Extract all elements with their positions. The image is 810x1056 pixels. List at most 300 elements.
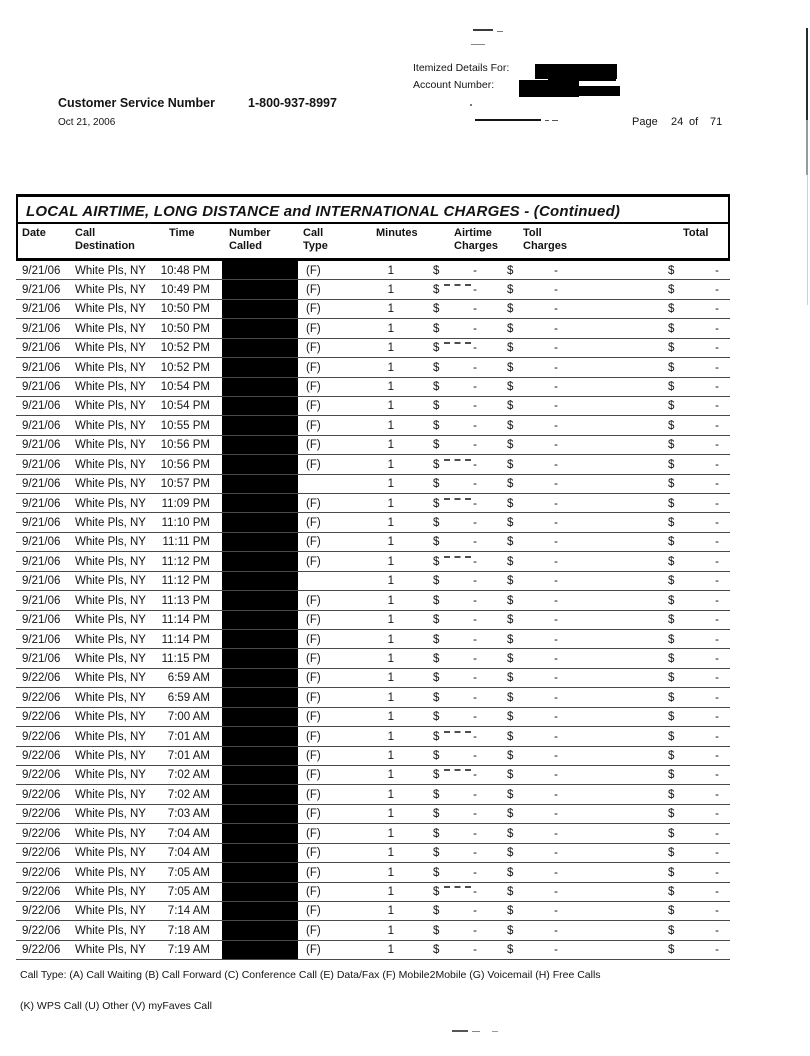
total-currency: $ — [668, 497, 675, 510]
toll-currency: $ — [507, 555, 514, 568]
column-header-call-type — [303, 227, 328, 252]
airtime-currency: $ — [433, 439, 440, 452]
airtime-amount: - — [473, 652, 477, 665]
call-date: 9/21/06 — [22, 264, 61, 277]
call-destination: White Pls, NY — [75, 847, 146, 860]
call-destination: White Pls, NY — [75, 575, 146, 588]
call-type: (F) — [306, 497, 321, 510]
total-amount: - — [715, 711, 719, 724]
of-label: of — [689, 116, 699, 128]
total-amount: - — [715, 594, 719, 607]
table-row — [16, 533, 730, 552]
toll-currency: $ — [507, 944, 514, 957]
call-type: (F) — [306, 886, 321, 898]
table-row — [16, 805, 730, 824]
page-number: 24 — [671, 116, 684, 128]
call-time: 11:15 PM — [161, 652, 210, 665]
table-row — [16, 883, 730, 902]
airtime-currency: $ — [433, 847, 440, 860]
total-amount: - — [715, 419, 719, 432]
redacted-account-number — [519, 80, 579, 97]
call-date: 9/21/06 — [22, 516, 61, 529]
airtime-amount: - — [473, 924, 477, 937]
call-destination: White Pls, NY — [75, 730, 146, 743]
call-time: 7:02 AM — [167, 788, 210, 801]
call-date: 9/22/06 — [22, 788, 61, 801]
call-type: (F) — [306, 439, 321, 452]
call-date: 9/21/06 — [22, 419, 61, 432]
call-minutes: 1 — [387, 730, 394, 743]
call-date: 9/22/06 — [22, 750, 61, 763]
airtime-currency: $ — [433, 866, 440, 879]
airtime-amount: - — [473, 594, 477, 607]
call-destination: White Pls, NY — [75, 905, 146, 918]
call-destination: White Pls, NY — [75, 652, 146, 665]
toll-amount: - — [554, 711, 558, 724]
airtime-currency: $ — [433, 730, 440, 743]
column-header-minutes — [376, 227, 418, 240]
call-type: (F) — [306, 633, 321, 646]
total-currency: $ — [668, 944, 675, 957]
total-amount: - — [715, 555, 719, 568]
total-currency: $ — [668, 439, 675, 452]
call-time: 7:18 AM — [167, 924, 210, 937]
total-amount: - — [715, 788, 719, 801]
total-currency: $ — [668, 264, 675, 277]
call-date: 9/22/06 — [22, 691, 61, 704]
call-destination: White Pls, NY — [75, 439, 146, 452]
column-header-text: Destination — [75, 239, 135, 252]
column-header-toll-charges — [523, 227, 567, 252]
call-date: 9/22/06 — [22, 769, 61, 782]
scan-artifact — [444, 886, 471, 888]
toll-currency: $ — [507, 342, 514, 355]
table-row — [16, 416, 730, 435]
total-amount: - — [715, 691, 719, 704]
table-title: LOCAL AIRTIME, LONG DISTANCE and INTERNATIONAL CHARGES - (Continued) — [18, 197, 728, 224]
total-currency: $ — [668, 672, 675, 685]
scan-artifact — [444, 459, 471, 461]
table-row — [16, 708, 730, 727]
toll-currency: $ — [507, 264, 514, 277]
total-currency: $ — [668, 381, 675, 394]
call-type: (F) — [306, 827, 321, 840]
airtime-currency: $ — [433, 516, 440, 529]
call-minutes: 1 — [387, 516, 394, 529]
total-currency: $ — [668, 691, 675, 704]
call-minutes: 1 — [387, 614, 394, 627]
table-row — [16, 455, 730, 474]
airtime-amount: - — [473, 536, 477, 549]
airtime-amount: - — [473, 497, 477, 510]
table-row — [16, 261, 730, 280]
toll-amount: - — [554, 458, 558, 471]
toll-currency: $ — [507, 594, 514, 607]
airtime-amount: - — [473, 691, 477, 704]
table-row — [16, 921, 730, 940]
call-time: 10:48 PM — [160, 264, 210, 277]
column-header-time — [169, 227, 194, 240]
column-header-text: Call — [75, 227, 96, 239]
call-date: 9/22/06 — [22, 866, 61, 879]
airtime-currency: $ — [433, 283, 440, 296]
toll-currency: $ — [507, 283, 514, 296]
airtime-amount: - — [473, 827, 477, 840]
call-type: (F) — [306, 672, 321, 685]
call-time: 6:59 AM — [167, 672, 210, 685]
airtime-amount: - — [473, 672, 477, 685]
call-time: 11:13 PM — [161, 594, 210, 607]
toll-amount: - — [554, 944, 558, 957]
column-header-total — [683, 227, 708, 240]
column-header-row — [18, 224, 728, 257]
scan-artifact — [444, 556, 471, 558]
scan-artifact — [806, 120, 808, 175]
call-destination: White Pls, NY — [75, 691, 146, 704]
call-minutes: 1 — [387, 944, 394, 957]
airtime-currency: $ — [433, 672, 440, 685]
airtime-currency: $ — [433, 419, 440, 432]
toll-amount: - — [554, 924, 558, 937]
scan-artifact — [492, 1031, 498, 1032]
call-minutes: 1 — [387, 303, 394, 316]
call-destination: White Pls, NY — [75, 711, 146, 724]
call-time: 7:02 AM — [167, 769, 210, 782]
column-header-text: Minutes — [376, 227, 418, 239]
total-amount: - — [715, 633, 719, 646]
call-type: (F) — [306, 866, 321, 879]
airtime-amount: - — [473, 788, 477, 801]
table-row — [16, 339, 730, 358]
call-time: 7:03 AM — [167, 808, 210, 821]
total-currency: $ — [668, 905, 675, 918]
call-date: 9/21/06 — [22, 536, 61, 549]
airtime-currency: $ — [433, 924, 440, 937]
toll-currency: $ — [507, 381, 514, 394]
call-date: 9/21/06 — [22, 303, 61, 316]
call-date: 9/22/06 — [22, 944, 61, 957]
total-currency: $ — [668, 633, 675, 646]
airtime-amount: - — [473, 555, 477, 568]
table-row — [16, 863, 730, 882]
call-destination: White Pls, NY — [75, 594, 146, 607]
call-date: 9/22/06 — [22, 924, 61, 937]
call-destination: White Pls, NY — [75, 633, 146, 646]
call-type: (F) — [306, 516, 321, 529]
table-row — [16, 669, 730, 688]
total-amount: - — [715, 672, 719, 685]
airtime-amount: - — [473, 575, 477, 588]
airtime-currency: $ — [433, 614, 440, 627]
total-amount: - — [715, 769, 719, 782]
call-type: (F) — [306, 711, 321, 724]
call-type: (F) — [306, 905, 321, 918]
call-type: (F) — [306, 536, 321, 549]
scan-artifact — [452, 1030, 468, 1032]
call-minutes: 1 — [387, 711, 394, 724]
airtime-currency: $ — [433, 342, 440, 355]
call-date: 9/22/06 — [22, 847, 61, 860]
scan-artifact — [552, 120, 558, 121]
call-type: (F) — [306, 594, 321, 607]
customer-service-number: 1-800-937-8997 — [248, 96, 337, 110]
call-destination: White Pls, NY — [75, 342, 146, 355]
call-type: (F) — [306, 381, 321, 394]
call-date: 9/21/06 — [22, 400, 61, 413]
call-type: (F) — [306, 924, 321, 937]
call-minutes: 1 — [387, 594, 394, 607]
total-amount: - — [715, 652, 719, 665]
column-header-call-destination — [75, 227, 135, 252]
call-time: 7:01 AM — [167, 730, 210, 743]
total-amount: - — [715, 303, 719, 316]
call-date: 9/21/06 — [22, 342, 61, 355]
call-destination: White Pls, NY — [75, 924, 146, 937]
toll-amount: - — [554, 769, 558, 782]
call-minutes: 1 — [387, 361, 394, 374]
total-currency: $ — [668, 322, 675, 335]
toll-amount: - — [554, 536, 558, 549]
toll-currency: $ — [507, 575, 514, 588]
column-header-text: Total — [683, 227, 709, 239]
airtime-amount: - — [473, 478, 477, 491]
call-date: 9/21/06 — [22, 478, 61, 491]
airtime-currency: $ — [433, 808, 440, 821]
column-header-text: Toll — [523, 227, 542, 239]
toll-amount: - — [554, 614, 558, 627]
call-type: (F) — [306, 361, 321, 374]
toll-amount: - — [554, 633, 558, 646]
call-minutes: 1 — [387, 419, 394, 432]
call-minutes: 1 — [387, 769, 394, 782]
total-currency: $ — [668, 866, 675, 879]
column-header-text: Called — [229, 239, 263, 252]
call-minutes: 1 — [387, 381, 394, 394]
toll-amount: - — [554, 594, 558, 607]
call-minutes: 1 — [387, 847, 394, 860]
total-currency: $ — [668, 303, 675, 316]
toll-amount: - — [554, 866, 558, 879]
airtime-currency: $ — [433, 575, 440, 588]
call-destination: White Pls, NY — [75, 944, 146, 957]
call-destination: White Pls, NY — [75, 458, 146, 471]
toll-amount: - — [554, 672, 558, 685]
column-header-airtime-charges — [454, 227, 498, 252]
toll-amount: - — [554, 381, 558, 394]
scan-artifact — [807, 175, 808, 305]
total-currency: $ — [668, 808, 675, 821]
total-amount: - — [715, 924, 719, 937]
page-label: Page — [632, 116, 658, 128]
total-amount: - — [715, 478, 719, 491]
call-destination: White Pls, NY — [75, 303, 146, 316]
total-amount: - — [715, 575, 719, 588]
call-type-legend-line-1: Call Type: (A) Call Waiting (B) Call Forward (C) Conference Call (E) Data/Fax (F) Mobile2Mobile (G) Voicemail (H) Free Calls — [20, 969, 601, 981]
airtime-amount: - — [473, 322, 477, 335]
total-currency: $ — [668, 730, 675, 743]
call-time: 7:05 AM — [167, 886, 210, 898]
call-time: 11:12 PM — [161, 555, 210, 568]
total-amount: - — [715, 750, 719, 763]
airtime-amount: - — [473, 400, 477, 413]
airtime-currency: $ — [433, 905, 440, 918]
total-amount: - — [715, 730, 719, 743]
airtime-amount: - — [473, 808, 477, 821]
table-row — [16, 572, 730, 591]
toll-amount: - — [554, 478, 558, 491]
airtime-amount: - — [473, 419, 477, 432]
call-destination: White Pls, NY — [75, 419, 146, 432]
toll-currency: $ — [507, 711, 514, 724]
call-destination: White Pls, NY — [75, 750, 146, 763]
table-row — [16, 727, 730, 746]
airtime-currency: $ — [433, 886, 440, 898]
airtime-currency: $ — [433, 536, 440, 549]
column-header-text: Date — [22, 227, 46, 239]
call-destination: White Pls, NY — [75, 322, 146, 335]
call-destination: White Pls, NY — [75, 381, 146, 394]
total-amount: - — [715, 381, 719, 394]
call-minutes: 1 — [387, 905, 394, 918]
call-date: 9/21/06 — [22, 652, 61, 665]
toll-amount: - — [554, 555, 558, 568]
call-type: (F) — [306, 264, 321, 277]
call-destination: White Pls, NY — [75, 400, 146, 413]
toll-currency: $ — [507, 633, 514, 646]
redacted-account-number — [577, 86, 620, 96]
call-destination: White Pls, NY — [75, 827, 146, 840]
total-amount: - — [715, 827, 719, 840]
airtime-amount: - — [473, 847, 477, 860]
toll-currency: $ — [507, 439, 514, 452]
call-time: 10:56 PM — [160, 458, 210, 471]
toll-amount: - — [554, 439, 558, 452]
toll-amount: - — [554, 400, 558, 413]
call-time: 10:52 PM — [160, 342, 210, 355]
airtime-amount: - — [473, 303, 477, 316]
toll-amount: - — [554, 808, 558, 821]
toll-amount: - — [554, 886, 558, 898]
call-destination: White Pls, NY — [75, 808, 146, 821]
call-type: (F) — [306, 342, 321, 355]
call-time: 10:55 PM — [160, 419, 210, 432]
total-amount: - — [715, 264, 719, 277]
total-currency: $ — [668, 788, 675, 801]
call-time: 10:50 PM — [160, 303, 210, 316]
toll-amount: - — [554, 652, 558, 665]
call-minutes: 1 — [387, 691, 394, 704]
call-type: (F) — [306, 944, 321, 957]
call-date: 9/21/06 — [22, 439, 61, 452]
call-date: 9/22/06 — [22, 808, 61, 821]
call-minutes: 1 — [387, 788, 394, 801]
toll-currency: $ — [507, 478, 514, 491]
column-header-text: Charges — [523, 239, 568, 252]
call-destination: White Pls, NY — [75, 283, 146, 296]
airtime-currency: $ — [433, 711, 440, 724]
call-minutes: 1 — [387, 458, 394, 471]
scan-artifact — [497, 31, 503, 32]
table-row — [16, 552, 730, 571]
call-time: 11:10 PM — [161, 516, 210, 529]
scan-artifact — [444, 498, 471, 500]
call-date: 9/21/06 — [22, 594, 61, 607]
toll-currency: $ — [507, 808, 514, 821]
total-currency: $ — [668, 342, 675, 355]
toll-currency: $ — [507, 361, 514, 374]
total-amount: - — [715, 944, 719, 957]
total-currency: $ — [668, 614, 675, 627]
call-minutes: 1 — [387, 478, 394, 491]
airtime-amount: - — [473, 769, 477, 782]
call-time: 6:59 AM — [167, 691, 210, 704]
total-amount: - — [715, 283, 719, 296]
total-amount: - — [715, 361, 719, 374]
charges-table-body — [16, 261, 730, 961]
scan-artifact — [472, 1031, 480, 1032]
total-currency: $ — [668, 575, 675, 588]
table-row — [16, 766, 730, 785]
call-minutes: 1 — [387, 808, 394, 821]
airtime-amount: - — [473, 633, 477, 646]
airtime-currency: $ — [433, 322, 440, 335]
toll-amount: - — [554, 303, 558, 316]
column-header-text: Type — [303, 239, 328, 252]
column-header-text: Airtime — [454, 227, 492, 239]
call-date: 9/21/06 — [22, 555, 61, 568]
toll-amount: - — [554, 342, 558, 355]
toll-currency: $ — [507, 400, 514, 413]
toll-amount: - — [554, 516, 558, 529]
call-type: (F) — [306, 691, 321, 704]
toll-currency: $ — [507, 788, 514, 801]
call-time: 7:04 AM — [167, 847, 210, 860]
call-time: 7:19 AM — [167, 944, 210, 957]
table-row — [16, 475, 730, 494]
call-date: 9/22/06 — [22, 672, 61, 685]
table-row — [16, 280, 730, 299]
airtime-currency: $ — [433, 652, 440, 665]
call-minutes: 1 — [387, 342, 394, 355]
call-destination: White Pls, NY — [75, 361, 146, 374]
airtime-currency: $ — [433, 594, 440, 607]
table-row — [16, 378, 730, 397]
call-time: 11:12 PM — [161, 575, 210, 588]
scan-artifact — [471, 44, 485, 45]
call-type: (F) — [306, 808, 321, 821]
total-amount: - — [715, 458, 719, 471]
call-date: 9/22/06 — [22, 886, 61, 898]
toll-currency: $ — [507, 672, 514, 685]
account-number-label: Account Number: — [413, 79, 495, 91]
call-time: 11:14 PM — [161, 614, 210, 627]
call-time: 10:52 PM — [160, 361, 210, 374]
table-row — [16, 397, 730, 416]
airtime-amount: - — [473, 458, 477, 471]
airtime-amount: - — [473, 614, 477, 627]
toll-currency: $ — [507, 924, 514, 937]
call-type: (F) — [306, 788, 321, 801]
call-minutes: 1 — [387, 886, 394, 898]
toll-currency: $ — [507, 847, 514, 860]
table-row — [16, 785, 730, 804]
airtime-amount: - — [473, 944, 477, 957]
total-currency: $ — [668, 516, 675, 529]
call-minutes: 1 — [387, 575, 394, 588]
total-amount: - — [715, 886, 719, 898]
call-destination: White Pls, NY — [75, 497, 146, 510]
call-destination: White Pls, NY — [75, 672, 146, 685]
